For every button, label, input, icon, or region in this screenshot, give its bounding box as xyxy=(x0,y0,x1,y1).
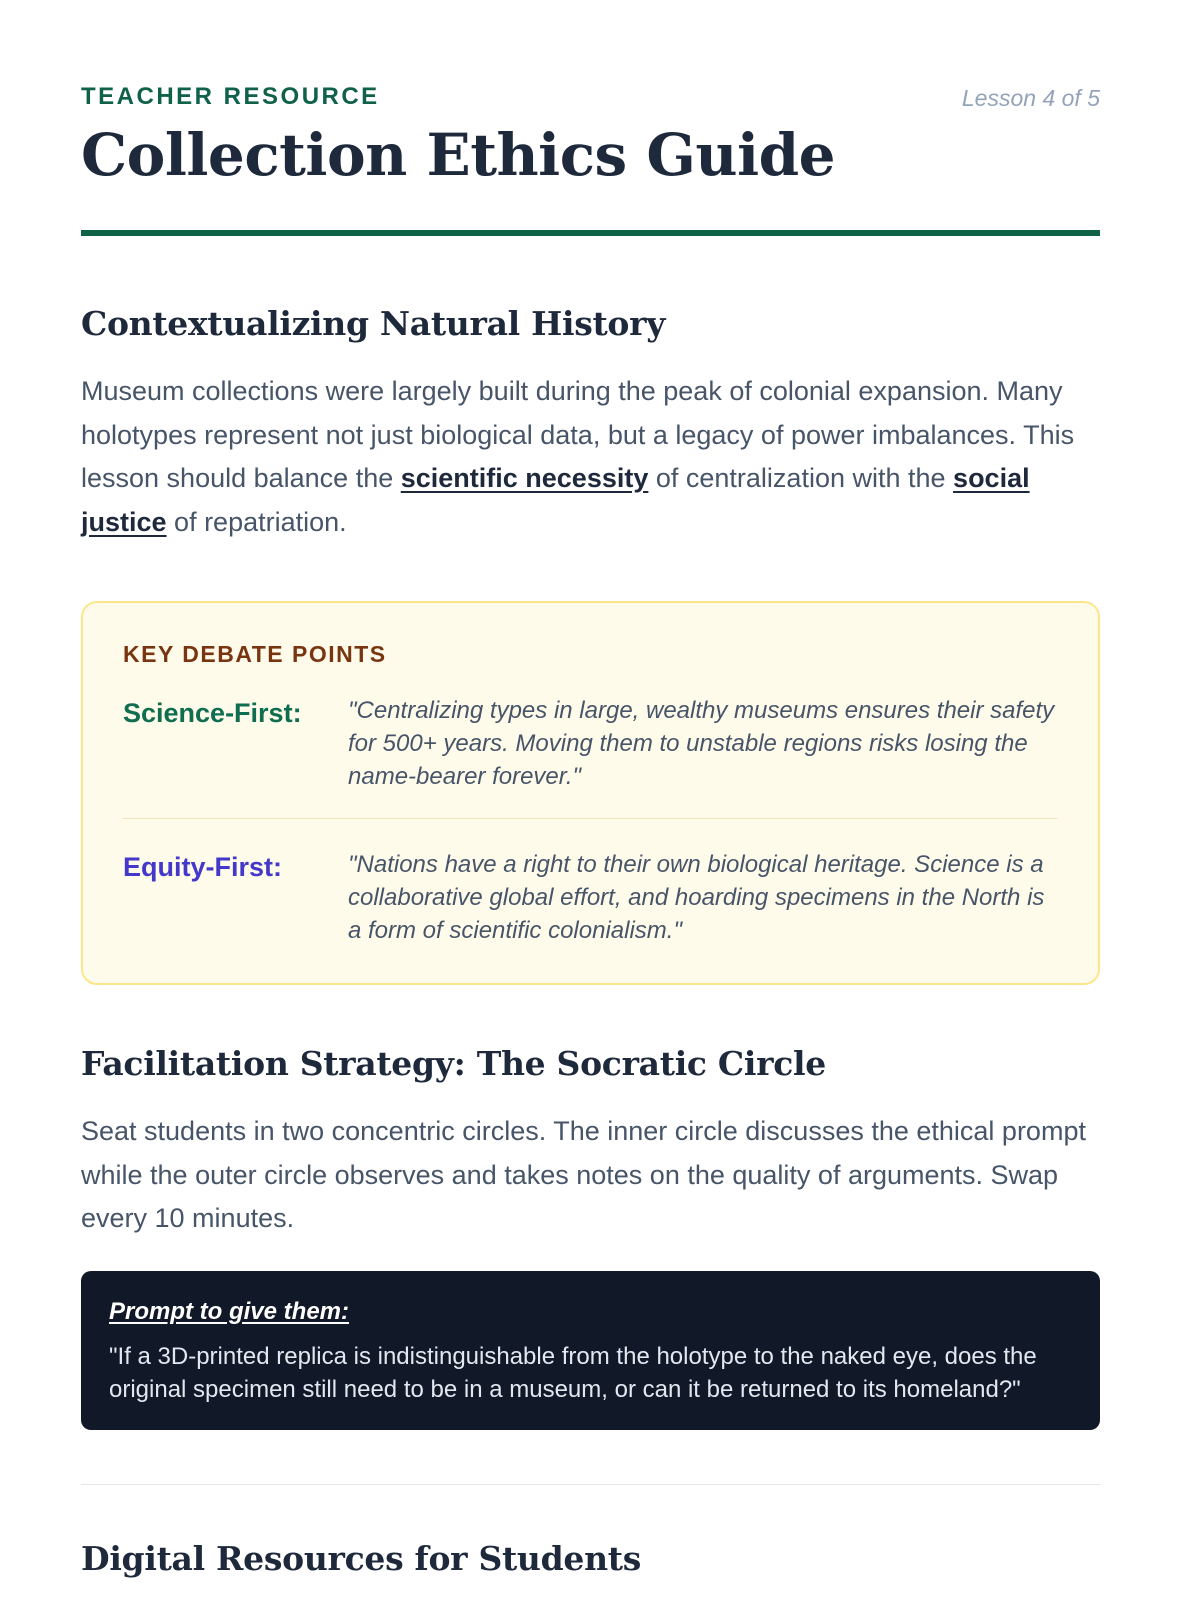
context-text-middle: of centralization with the xyxy=(648,463,954,493)
context-paragraph xyxy=(81,370,1100,544)
section-facilitation xyxy=(81,1042,1100,1241)
page-header xyxy=(81,0,1100,236)
stance-quote-equity: "Nations have a right to their own biological heritage. Science is a collaborative global effort, and hoarding specimens in the North is a form of scientific colonialism." xyxy=(348,851,1045,944)
context-text-start: Museum collections were largely built during the peak of colonial expansion. Many holotypes represent not just biological data, but a legacy of power imbalances. This lesson should balance the xyxy=(81,376,1075,493)
stance-quote-science: "Centralizing types in large, wealthy museums ensures their safety for 500+ years. Moving them to unstable regions risks losing the name-bearer forever." xyxy=(348,697,1055,790)
section-heading-facilitation: Facilitation Strategy: The Socratic Circle xyxy=(81,1044,826,1083)
section-context xyxy=(81,302,1100,544)
section-heading-resources: Digital Resources for Students xyxy=(81,1538,641,1578)
section-divider xyxy=(81,1484,1100,1485)
emphasis-social-justice: social justice xyxy=(81,463,1030,537)
student-prompt-box xyxy=(81,1271,1100,1430)
title-divider xyxy=(81,230,1100,236)
page-title: Collection Ethics Guide xyxy=(81,121,836,189)
section-resources xyxy=(81,1537,1100,1581)
context-text-end: of repatriation. xyxy=(166,506,347,537)
debate-box-label: KEY DEBATE POINTS xyxy=(123,641,387,667)
debate-point-science xyxy=(123,694,1058,819)
eyebrow-label: TEACHER RESOURCE xyxy=(81,83,380,110)
lesson-progress: Lesson 4 of 5 xyxy=(961,85,1100,111)
debate-points-box xyxy=(81,601,1100,985)
stance-label-science: Science-First: xyxy=(123,698,302,728)
section-heading-context: Contextualizing Natural History xyxy=(81,304,666,343)
prompt-text: "If a 3D-printed replica is indistinguishable from the holotype to the naked eye, does the original specimen still need to be in a museum, or can it be returned to its homeland?" xyxy=(109,1342,1037,1403)
facilitation-paragraph: Seat students in two concentric circles. The inner circle discusses the ethical prompt while the outer circle observes and takes notes on the quality of arguments. Swap every 10 minutes. xyxy=(81,1116,1086,1233)
prompt-label: Prompt to give them: xyxy=(109,1297,350,1325)
emphasis-scientific-necessity: scientific necessity xyxy=(400,463,649,493)
debate-point-equity xyxy=(123,848,1058,947)
stance-label-equity: Equity-First: xyxy=(123,852,282,882)
